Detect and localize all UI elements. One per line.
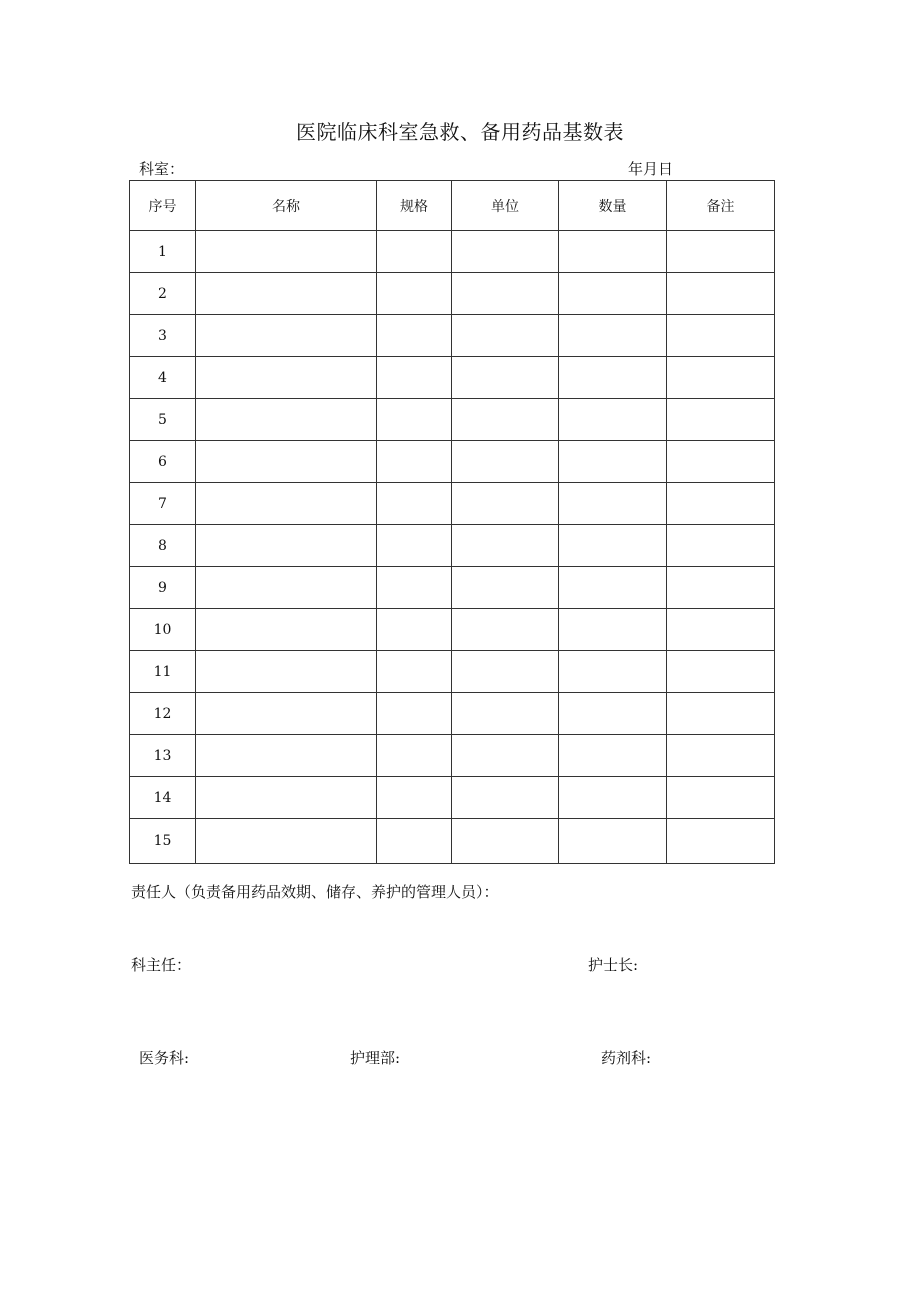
- head-nurse-signature: 护士长:: [588, 956, 639, 974]
- unit-cell[interactable]: [452, 483, 559, 525]
- quantity-cell[interactable]: [559, 315, 667, 357]
- row-number: 6: [130, 441, 196, 483]
- unit-cell[interactable]: [452, 315, 559, 357]
- row-number: 13: [130, 735, 196, 777]
- unit-cell[interactable]: [452, 525, 559, 567]
- name-cell[interactable]: [196, 231, 377, 273]
- remarks-cell[interactable]: [667, 315, 775, 357]
- name-cell[interactable]: [196, 735, 377, 777]
- spec-cell[interactable]: [377, 651, 452, 693]
- name-cell[interactable]: [196, 693, 377, 735]
- spec-cell[interactable]: [377, 735, 452, 777]
- name-cell[interactable]: [196, 567, 377, 609]
- quantity-cell[interactable]: [559, 567, 667, 609]
- table-row: [130, 399, 775, 441]
- remarks-cell[interactable]: [667, 273, 775, 315]
- remarks-cell[interactable]: [667, 693, 775, 735]
- row-number: 12: [130, 693, 196, 735]
- unit-cell[interactable]: [452, 357, 559, 399]
- name-cell[interactable]: [196, 525, 377, 567]
- unit-cell[interactable]: [452, 567, 559, 609]
- header-serial-no: 序号: [130, 181, 196, 231]
- table-row: [130, 483, 775, 525]
- unit-cell[interactable]: [452, 777, 559, 819]
- row-number: 1: [130, 231, 196, 273]
- header-unit: 单位: [452, 181, 559, 231]
- remarks-cell[interactable]: [667, 483, 775, 525]
- remarks-cell[interactable]: [667, 609, 775, 651]
- date-label: 年月日: [628, 160, 674, 178]
- unit-cell[interactable]: [452, 441, 559, 483]
- remarks-cell[interactable]: [667, 651, 775, 693]
- quantity-cell[interactable]: [559, 399, 667, 441]
- table-row: [130, 777, 775, 819]
- remarks-cell[interactable]: [667, 399, 775, 441]
- name-cell[interactable]: [196, 399, 377, 441]
- medical-affairs-signature: 医务科:: [139, 1049, 190, 1067]
- row-number: 7: [130, 483, 196, 525]
- nursing-dept-signature: 护理部:: [350, 1049, 401, 1067]
- quantity-cell[interactable]: [559, 693, 667, 735]
- table-row: [130, 273, 775, 315]
- unit-cell[interactable]: [452, 819, 559, 864]
- spec-cell[interactable]: [377, 693, 452, 735]
- quantity-cell[interactable]: [559, 525, 667, 567]
- unit-cell[interactable]: [452, 651, 559, 693]
- remarks-cell[interactable]: [667, 525, 775, 567]
- unit-cell[interactable]: [452, 735, 559, 777]
- table-row: [130, 315, 775, 357]
- department-director-signature: 科主任：: [131, 956, 192, 974]
- header-name: 名称: [196, 181, 377, 231]
- row-number: 15: [130, 819, 196, 864]
- table-row: [130, 357, 775, 399]
- spec-cell[interactable]: [377, 525, 452, 567]
- quantity-cell[interactable]: [559, 483, 667, 525]
- quantity-cell[interactable]: [559, 609, 667, 651]
- name-cell[interactable]: [196, 651, 377, 693]
- name-cell[interactable]: [196, 441, 377, 483]
- drug-inventory-table: [129, 180, 775, 864]
- unit-cell[interactable]: [452, 693, 559, 735]
- row-number: 5: [130, 399, 196, 441]
- table-row: [130, 231, 775, 273]
- quantity-cell[interactable]: [559, 357, 667, 399]
- spec-cell[interactable]: [377, 357, 452, 399]
- name-cell[interactable]: [196, 273, 377, 315]
- spec-cell[interactable]: [377, 441, 452, 483]
- name-cell[interactable]: [196, 315, 377, 357]
- spec-cell[interactable]: [377, 483, 452, 525]
- remarks-cell[interactable]: [667, 231, 775, 273]
- department-label: 科室：: [139, 160, 185, 178]
- table-row: [130, 735, 775, 777]
- remarks-cell[interactable]: [667, 735, 775, 777]
- row-number: 9: [130, 567, 196, 609]
- spec-cell[interactable]: [377, 315, 452, 357]
- pharmacy-signature: 药剂科:: [601, 1049, 652, 1067]
- unit-cell[interactable]: [452, 609, 559, 651]
- unit-cell[interactable]: [452, 399, 559, 441]
- table-row: [130, 693, 775, 735]
- remarks-cell[interactable]: [667, 357, 775, 399]
- spec-cell[interactable]: [377, 777, 452, 819]
- unit-cell[interactable]: [452, 273, 559, 315]
- quantity-cell[interactable]: [559, 273, 667, 315]
- remarks-cell[interactable]: [667, 777, 775, 819]
- table-row: [130, 609, 775, 651]
- name-cell[interactable]: [196, 609, 377, 651]
- spec-cell[interactable]: [377, 231, 452, 273]
- header-remarks: 备注: [667, 181, 775, 231]
- table-row: [130, 567, 775, 609]
- row-number: 11: [130, 651, 196, 693]
- quantity-cell[interactable]: [559, 777, 667, 819]
- row-number: 2: [130, 273, 196, 315]
- quantity-cell[interactable]: [559, 441, 667, 483]
- spec-cell[interactable]: [377, 399, 452, 441]
- remarks-cell[interactable]: [667, 441, 775, 483]
- table-header-row: [130, 181, 775, 231]
- name-cell[interactable]: [196, 483, 377, 525]
- spec-cell[interactable]: [377, 819, 452, 864]
- header-spec: 规格: [377, 181, 452, 231]
- row-number: 10: [130, 609, 196, 651]
- name-cell[interactable]: [196, 777, 377, 819]
- row-number: 8: [130, 525, 196, 567]
- table-row: [130, 651, 775, 693]
- remarks-cell[interactable]: [667, 567, 775, 609]
- responsible-person-label: 责任人（负责备用药品效期、储存、养护的管理人员）：: [131, 883, 499, 901]
- header-quantity: 数量: [559, 181, 667, 231]
- page-title: 医院临床科室急救、备用药品基数表: [296, 120, 624, 144]
- quantity-cell[interactable]: [559, 735, 667, 777]
- row-number: 3: [130, 315, 196, 357]
- row-number: 4: [130, 357, 196, 399]
- quantity-cell[interactable]: [559, 819, 667, 864]
- quantity-cell[interactable]: [559, 231, 667, 273]
- table-row: [130, 441, 775, 483]
- quantity-cell[interactable]: [559, 651, 667, 693]
- spec-cell[interactable]: [377, 567, 452, 609]
- spec-cell[interactable]: [377, 273, 452, 315]
- remarks-cell[interactable]: [667, 819, 775, 864]
- table-row: [130, 819, 775, 864]
- row-number: 14: [130, 777, 196, 819]
- unit-cell[interactable]: [452, 231, 559, 273]
- name-cell[interactable]: [196, 819, 377, 864]
- spec-cell[interactable]: [377, 609, 452, 651]
- name-cell[interactable]: [196, 357, 377, 399]
- table-row: [130, 525, 775, 567]
